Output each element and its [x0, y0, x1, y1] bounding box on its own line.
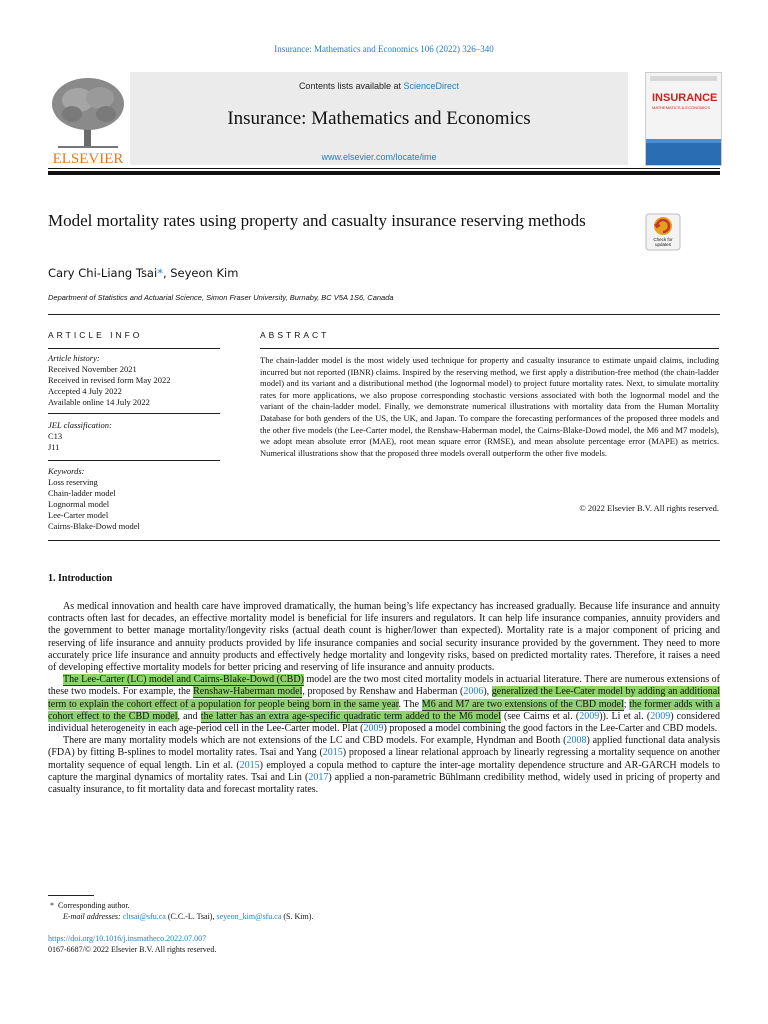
citation-link[interactable]: 2017: [308, 771, 329, 783]
text-span: ) considered individual heterogeneity in each age-period cell in the Lee-Carter model. Plat (: [48, 710, 720, 735]
text-span: (see Cairns et al. (: [500, 710, 580, 722]
jel-label: JEL classification:: [48, 420, 112, 430]
journal-title: Insurance: Mathematics and Economics: [227, 108, 531, 129]
jel-code: C13: [48, 431, 63, 441]
jel-rule: [48, 460, 220, 461]
text-span: ) applied functional data analysis (FDA) by fitting B-splines to model mortality rates. Tsai and Yang (: [48, 735, 720, 759]
citation-link[interactable]: 2015: [239, 759, 260, 771]
text-span: )). Li et al. (: [599, 710, 651, 722]
text-span: ) proposed a model combining the good factors in the Lee-Carter and CBD models.: [383, 723, 718, 735]
footnote-rule: [48, 895, 94, 896]
text-span: ) employed a copula method to capture the inter-age mortality dependence structure and AR-GARCH models to capture the marginal dynamics of mortality rates. Tsai and Lin (: [48, 759, 720, 783]
history-rule: [48, 413, 220, 414]
text-span: , proposed by Renshaw and Haberman (: [302, 686, 464, 698]
check-for-updates-button[interactable]: [645, 213, 681, 251]
abstract-rule: [260, 348, 719, 349]
footnote-text: Corresponding author.: [58, 901, 130, 910]
abstract-heading: ABSTRACT: [260, 330, 330, 340]
sciencedirect-link[interactable]: ScienceDirect: [403, 81, 460, 91]
citation-link[interactable]: 2008: [566, 735, 587, 747]
email-label: E-mail addresses:: [63, 912, 121, 921]
doi-block: [48, 933, 216, 955]
jel-code: J11: [48, 442, 60, 452]
journal-cover-image[interactable]: [645, 72, 722, 166]
affiliation: Department of Statistics and Actuarial Science, Simon Fraser University, Burnaby, BC V5A 1S6, Canada: [48, 293, 394, 302]
cover-art: [646, 73, 721, 165]
email-link[interactable]: seyeon_kim@sfu.ca: [216, 912, 282, 921]
author-name[interactable]: Cary Chi-Liang Tsai: [48, 266, 158, 280]
author-name[interactable]: Seyeon Kim: [170, 266, 239, 280]
text-span: model are the two most cited mortality models in actuarial literature. There are numerous extensions of these two models. For example, the: [48, 674, 720, 698]
footnote-mark: *: [50, 901, 54, 910]
journal-banner: [130, 72, 628, 165]
text-span: . The: [398, 698, 422, 710]
text-span: ) proposed a linear relational approach by linearly regressing a mortality sequence on another mortality sequence of equal length. Lin et al. (: [48, 747, 721, 771]
highlight[interactable]: the former adds with a cohort effect to the CBD model: [48, 698, 721, 722]
highlight[interactable]: generalized the Lee-Cater model by adding an additional term to explain the cohort effect of a population for people being born in the same year: [48, 686, 720, 710]
issn-copyright: 0167-6687/© 2022 Elsevier B.V. All rights reserved.: [48, 945, 217, 954]
text-span: , and: [177, 710, 201, 722]
highlight[interactable]: the latter has an extra age-specific quadratic term added to the M6 model: [200, 710, 501, 722]
cover-title: INSURANCE: [652, 92, 718, 104]
history-label: Article history:: [48, 353, 100, 363]
journal-url-link[interactable]: www.elsevier.com/locate/ime: [321, 152, 437, 162]
history-revised: Received in revised form May 2022: [48, 375, 171, 385]
email-owner: (S. Kim).: [281, 912, 314, 921]
citation-link[interactable]: 2009: [579, 710, 600, 722]
paper-title: Model mortality rates using property and casualty insurance reserving methods: [48, 211, 586, 230]
history-accepted: Accepted 4 July 2022: [48, 386, 122, 396]
intro-paragraph-2: [48, 674, 720, 735]
article-info-rule: [48, 348, 220, 349]
intro-paragraph-3: [48, 735, 720, 796]
abstract-text: The chain-ladder model is the most widely used technique for property and casualty insurance to estimate unpaid claims, including incurred but not reported (IBNR) claims. Inspired by the reserving method, we first apply a distribution-free method (the chain-ladder model) and its variant and a distributional method (the lognormal model) to project future mortality rates. Next, to simulate mortality rates for more applications, we also propose corresponding stochastic versions associated with both the lognormal model and the variant of the chain-ladder model. Finally, we demonstrate numerical illustrations with mortality data from the Human Mortality Database for both genders of the US, the UK, and Japan. To compare the forecasting performances of the proposed three models and the other five models (the Lee-Carter model, the Renshaw-Haberman model, the Cairns-Blake-Dowd model, the M6 and M7 models), we adopt mean absolute error (MAE), root mean square error (RMSE), and mean absolute percentage error (MAPE) as metrics. Numerical illustrations show that the proposed three models overall outperform the other five models.: [260, 355, 719, 458]
journal-reference[interactable]: Insurance: Mathematics and Economics 106 (2022) 326–340: [274, 44, 494, 54]
text-span: ) applied a non-parametric Bühlmann credibility method, widely used in pricing of property and casualty insurance, to fit mortality data and forecast mortality rates.: [48, 771, 720, 796]
abstract-copyright: © 2022 Elsevier B.V. All rights reserved.: [579, 503, 719, 513]
footnote: [48, 900, 313, 922]
citation-link[interactable]: 2009: [650, 710, 671, 722]
highlight[interactable]: M6 and M7 are two extensions of the CBD model: [421, 698, 624, 710]
keyword: Lee-Carter model: [48, 510, 109, 520]
keyword: Lognormal model: [48, 499, 110, 509]
introduction-body: [48, 601, 720, 796]
header-rule-thin: [48, 168, 720, 169]
keywords: [48, 466, 220, 532]
section-rule: [48, 314, 720, 315]
citation-link[interactable]: 2006: [463, 686, 484, 698]
email-owner: (C.C.-L. Tsai),: [165, 912, 217, 921]
history-online: Available online 14 July 2022: [48, 397, 150, 407]
text-span: There are many mortality models which are not extensions of the LC and CBD models. For example, Hyndman and Booth (: [63, 735, 567, 747]
elsevier-wordmark: ELSEVIER: [52, 151, 124, 166]
email-link[interactable]: cltsai@sfu.ca: [122, 912, 166, 921]
check-updates-label: Check for updates: [653, 237, 673, 247]
citation-link[interactable]: 2009: [363, 723, 384, 735]
elsevier-logo: [48, 74, 128, 166]
citation-link[interactable]: 2015: [322, 747, 343, 759]
elsevier-tree-icon: [48, 74, 128, 166]
highlight[interactable]: The Lee-Carter (LC) model and Cairns-Blake-Dowd (CBD): [63, 674, 304, 686]
text-span: ;: [623, 698, 630, 710]
text-span: ),: [483, 686, 492, 698]
author-list: [48, 266, 238, 280]
highlight[interactable]: Renshaw-Haberman model: [193, 686, 303, 698]
corresponding-author-mark[interactable]: *: [157, 266, 163, 280]
doi-link[interactable]: https://doi.org/10.1016/j.insmatheco.2022.07.007: [48, 934, 207, 943]
section-heading-introduction: 1. Introduction: [48, 573, 113, 584]
corresponding-author-note: [48, 900, 313, 911]
cover-subtitle: MATHEMATICS & ECONOMICS: [652, 105, 711, 110]
keywords-label: Keywords:: [48, 466, 85, 476]
email-note: [48, 911, 313, 922]
article-history: [48, 353, 220, 408]
contents-line: [130, 81, 628, 91]
keyword: Loss reserving: [48, 477, 98, 487]
history-received: Received November 2021: [48, 364, 137, 374]
contents-prefix: Contents lists available at: [298, 81, 401, 91]
author-separator: ,: [162, 266, 171, 280]
abstract-bottom-rule: [48, 540, 720, 541]
jel-classification: [48, 420, 220, 453]
article-info-heading: ARTICLE INFO: [48, 330, 143, 340]
keyword: Chain-ladder model: [48, 488, 116, 498]
keyword: Cairns-Blake-Dowd model: [48, 521, 140, 531]
intro-paragraph-1: As medical innovation and health care have improved dramatically, the human being’s life expectancy has increased gradually. Because life insurance and annuity contracts often last for decades, an effective mortality model is beneficial for life insurers and regulators. It can help life insurance companies, annuity providers and the government to better manage mortality/longevity risks (actual death count is higher/lower than expected). Mortality rate is a major component of pricing and reserving of life insurance and annuity products provided by life insurance companies and social security insurance provided by the government. They need to more accurately price life insurance and annuity products and effectively hedge mortality and longevity risks, based on predicted mortality rates. Therefore, it raises a need of developing effective mortality models for better pricing and reserving of life insurance and annuity products.: [48, 601, 720, 674]
header-rule-thick: [48, 171, 720, 175]
